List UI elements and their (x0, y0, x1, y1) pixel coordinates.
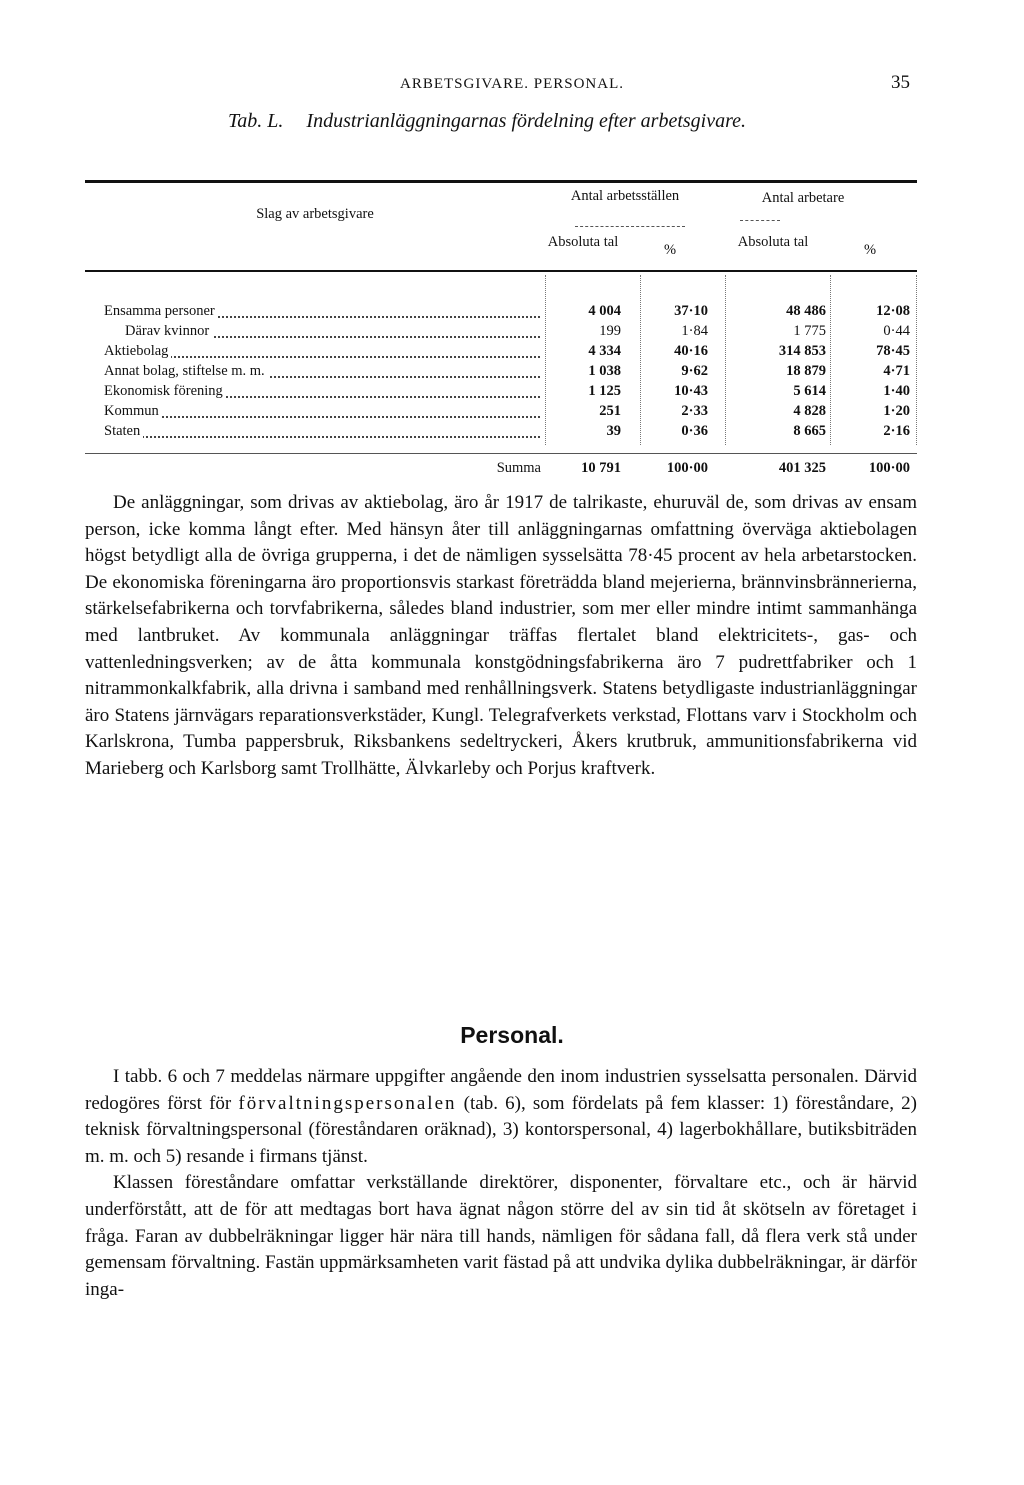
cell-arbetsstallen-abs: 251 (599, 403, 621, 419)
cell-arbetsstallen-abs: 4 334 (588, 343, 621, 359)
table-label: Tab. L. (228, 110, 284, 132)
header-pct-2: % (863, 242, 877, 258)
cell-arbetare-abs: 18 879 (786, 363, 826, 379)
header-absoluta-tal-1: Absoluta tal (547, 234, 619, 250)
cell-arbetsstallen-abs: 1 038 (588, 363, 621, 379)
summa-arbetare-pct: 100·00 (868, 460, 910, 476)
cell-arbetare-pct: 1·40 (883, 383, 910, 399)
header-divider (575, 226, 685, 227)
body-section-personal (85, 1064, 917, 1303)
cell-arbetsstallen-pct: 2·33 (681, 403, 708, 419)
cell-arbetare-abs: 5 614 (793, 383, 826, 399)
running-head-title: ARBETSGIVARE. PERSONAL. (400, 76, 624, 92)
dot-leader (110, 356, 540, 358)
emphasized-term: förvaltningspersonalen (238, 1092, 457, 1114)
cell-arbetsstallen-pct: 37·10 (674, 303, 708, 319)
cell-arbetsstallen-pct: 40·16 (674, 343, 708, 359)
row-label: Aktiebolag (104, 343, 171, 360)
summa-arbetare-abs: 401 325 (778, 460, 826, 476)
cell-arbetsstallen-abs: 4 004 (588, 303, 621, 319)
table-top-rule (85, 180, 917, 183)
table-row (85, 303, 917, 323)
cell-arbetare-pct: 4·71 (883, 363, 910, 379)
row-label: Ekonomisk förening (104, 383, 226, 400)
summa-arbetsstallen-pct: 100·00 (666, 460, 708, 476)
cell-arbetsstallen-abs: 199 (599, 323, 621, 339)
header-divider (740, 220, 780, 221)
table-header-rule (85, 270, 917, 272)
summa-label: Summa (455, 460, 544, 477)
cell-arbetsstallen-abs: 39 (606, 423, 621, 439)
table-row (85, 363, 917, 383)
header-absoluta-tal-2: Absoluta tal (737, 234, 809, 250)
table-row (85, 323, 917, 343)
page-number: 35 (891, 72, 910, 93)
row-label: Därav kvinnor (125, 323, 212, 340)
row-label: Staten (104, 423, 143, 440)
header-slag: Slag av arbetsgivare (256, 206, 374, 222)
section-heading: Personal. (460, 1022, 564, 1048)
table-row (85, 403, 917, 423)
header-antal-arbetare: Antal arbetare (761, 190, 845, 206)
cell-arbetare-abs: 1 775 (793, 323, 826, 339)
row-label: Annat bolag, stiftelse m. m. (104, 363, 268, 380)
cell-arbetare-pct: 12·08 (876, 303, 910, 319)
table-caption (228, 110, 746, 133)
table-summa-row (85, 460, 917, 480)
cell-arbetare-pct: 1·20 (883, 403, 910, 419)
table-row (85, 343, 917, 363)
header-pct-1: % (663, 242, 677, 258)
table-row (85, 423, 917, 443)
summa-arbetsstallen-abs: 10 791 (581, 460, 621, 476)
cell-arbetsstallen-abs: 1 125 (588, 383, 621, 399)
paragraph (85, 1064, 917, 1170)
table-row (85, 383, 917, 403)
table-title: Industrianläggningarnas fördelning efter arbetsgivare. (306, 110, 747, 132)
row-label: Ensamma personer (104, 303, 218, 320)
cell-arbetsstallen-pct: 9·62 (681, 363, 708, 379)
header-antal-arbetsstallen: Antal arbetsställen (570, 188, 680, 204)
paragraph: Klassen föreståndare omfattar verkställande direktörer, disponenter, förvaltare etc., och är härvid underförstått, att de för att medtagas bort hava ägnat någon större del av sin tid åt skötseln av företaget i fråga. Faran av dubbelräkningar ligger här nära till hands, nämligen för sådana fall, då flera verk stå under gemensam förvaltning. Fastän uppmärksamheten varit fästad på att undvika dylika dubbelräkningar, är därför inga- (85, 1172, 917, 1300)
paragraph-text: I tabb. 6 och 7 meddelas närmare uppgifter angående den inom industrien sysselsatta personalen. Därvid redogöres först för (85, 1066, 917, 1114)
cell-arbetare-abs: 4 828 (793, 403, 826, 419)
statistics-table (85, 150, 917, 480)
row-label: Kommun (104, 403, 162, 420)
dot-leader (110, 416, 540, 418)
cell-arbetare-pct: 2·16 (883, 423, 910, 439)
table-summa-rule (85, 453, 917, 454)
body-paragraph-1 (85, 490, 917, 783)
cell-arbetsstallen-pct: 0·36 (681, 423, 708, 439)
cell-arbetare-abs: 314 853 (778, 343, 826, 359)
paragraph: De anläggningar, som drivas av aktiebolag, äro år 1917 de talrikaste, ehuruväl de, som drivas av ensam person, icke komma långt efter. Med hänsyn åter till anläggningarnas omfattning överväga aktiebolagen högst betydligt alla de övriga grupperna, i det de nämligen sysselsätta 78·45 procent av hela arbetarstocken. De ekonomiska föreningarna äro proportionsvis starkast företrädda bland mejerierna, brännvinsbrännerierna, stärkelsefabrikerna och torvfabrikerna, således bland industrier, som mer eller mindre intimt sammanhänga med lantbruket. Av kommunala anläggningar träffas flertalet bland elektricitets-, gas- och vattenledningsverken; av de åtta kommunala konstgödningsfabrikerna äro 7 pudrettfabriker och 1 nitrammonkalkfabrik, alla drivna i samband med renhållningsverk. Statens betydligaste industrianläggningar äro Statens järnvägars reparationsverkstäder, Kungl. Telegrafverkets verkstad, Flottans varv i Stockholm och Karlskrona, Tumba pappersbruk, Riksbankens sedeltryckeri, Åkers krutbruk, ammunitionsfabrikerna vid Marieberg och Karlsborg samt Trollhätte, Älvkarleby och Porjus kraftverk. (85, 492, 917, 779)
cell-arbetare-pct: 0·44 (883, 323, 910, 339)
cell-arbetare-pct: 78·45 (876, 343, 910, 359)
cell-arbetare-abs: 8 665 (793, 423, 826, 439)
cell-arbetsstallen-pct: 10·43 (674, 383, 708, 399)
paragraph-text: (tab. 6), som fördelats på fem klasser: 1) föreståndare, 2) teknisk förvaltningspersonal (föreståndaren oräknad), 3) kontorspersonal, 4) lagerbokhållare, butiksbiträden m. m. och 5) resande i firmans tjänst. (85, 1092, 917, 1167)
running-head (0, 72, 1024, 96)
cell-arbetsstallen-pct: 1·84 (681, 323, 708, 339)
dot-leader (110, 436, 540, 438)
cell-arbetare-abs: 48 486 (786, 303, 826, 319)
